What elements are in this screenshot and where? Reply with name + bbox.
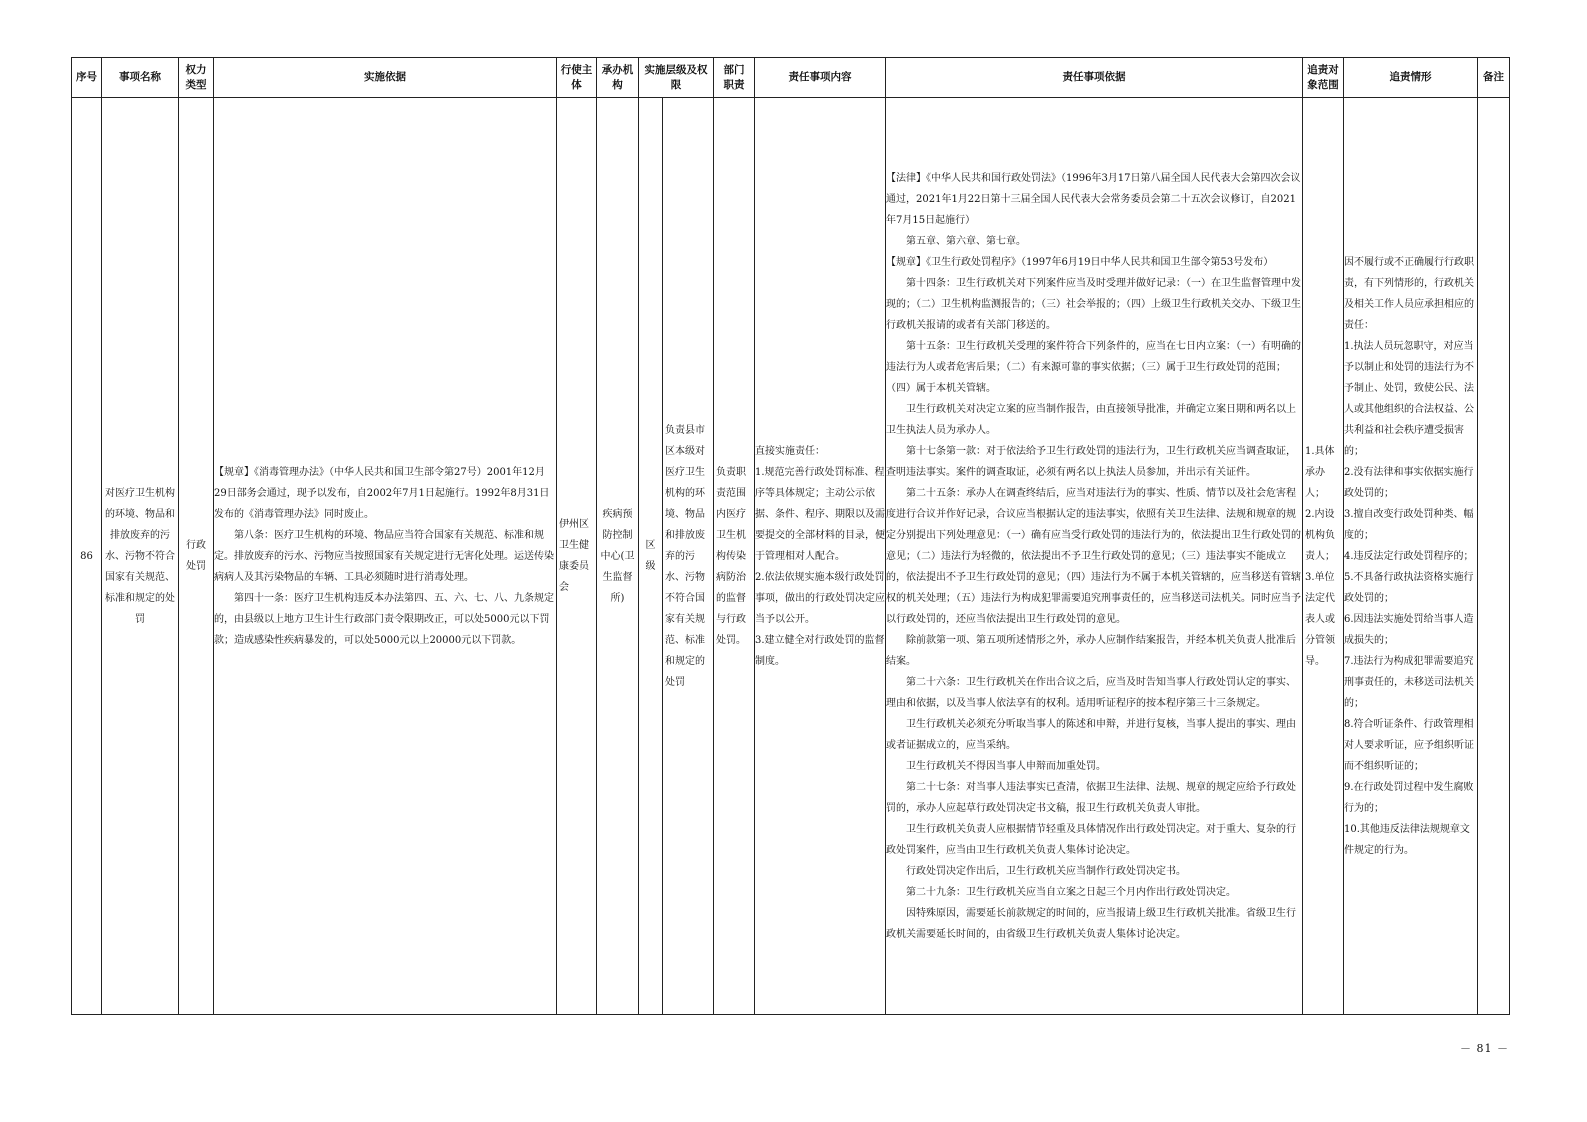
cell-resp-basis: [886, 98, 1303, 1015]
cell-subject: [557, 98, 597, 1015]
basis-paragraph: 【规章】《消毒管理办法》（中华人民共和国卫生部令第27号）2001年12月29日部务会通过，现予以发布，自2002年7月1日起施行。1992年8月31日发布的《消毒管理办法》同时废止。: [214, 466, 550, 520]
resp-basis-paragraphs: [886, 168, 1302, 945]
header-subject: 行使主 体: [557, 58, 597, 98]
resp-basis-paragraph: 第五章、第六章、第七章。: [906, 235, 1026, 247]
header-power-type: 权力 类型: [179, 58, 214, 98]
basis-paragraph: 第八条：医疗卫生机构的环境、物品应当符合国家有关规范、标准和规定。排放废弃的污水、污物应当按照国家有关规定进行无害化处理。运送传染病病人及其污染物品的车辆、工具必须随时进行消毒处理。: [214, 529, 554, 583]
cell-handler: [597, 98, 639, 1015]
header-resp-basis: 责任事项依据: [886, 58, 1303, 98]
cell-duty: [714, 98, 755, 1015]
table-row: [72, 98, 1510, 1015]
resp-basis-paragraph: 第二十五条：承办人在调查终结后，应当对违法行为的事实、性质、情节以及社会危害程度进行合议并作好记录，合议应当根据认定的违法事实，依照有关卫生法律、法规和规章的规定分别提出下列处理意见：（一）确有应当受行政处罚的违法行为的，依法提出卫生行政处罚的意见；（二）违法行为轻微的，依法提出不予卫生行政处罚的意见；（三）违法事实不能成立的，依法提出不予卫生行政处罚的意见；（四）违法行为不属于本机关管辖的，应当移送有管辖权的机关处理；（五）违法行为构成犯罪需要追究刑事责任的，应当移送司法机关。同时应当予以行政处罚的，还应当依法提出卫生行政处罚的意见。: [886, 487, 1301, 625]
header-handler: 承办机 构: [597, 58, 639, 98]
resp-basis-paragraph: 第二十六条：卫生行政机关在作出合议之后，应当及时告知当事人行政处罚认定的事实、理由和依据，以及当事人依法享有的权利。适用听证程序的按本程序第三十三条规定。: [886, 676, 1296, 709]
duty-text: 负责职责范围内医疗卫生机构传染病防治的监督与行政处罚。: [716, 466, 746, 646]
resp-basis-paragraph: 卫生行政机关对决定立案的应当制作报告，由直接领导批准，并确定立案日期和两名以上卫生执法人员为承办人。: [886, 403, 1296, 436]
cell-remark: [1478, 98, 1510, 1015]
resp-basis-paragraph: 卫生行政机关必须充分听取当事人的陈述和申辩，并进行复核，当事人提出的事实、理由或者证据成立的，应当采纳。: [886, 718, 1296, 751]
header-seq: 序号: [72, 58, 102, 98]
resp-basis-paragraph: 【规章】《卫生行政处罚程序》（1997年6月19日中华人民共和国卫生部令第53号发布）: [886, 256, 1274, 268]
resp-basis-paragraph: 第十五条：卫生行政机关受理的案件符合下列条件的，应当在七日内立案：（一）有明确的违法行为人或者危害后果；（二）有来源可靠的事实依据；（三）属于卫生行政处罚的范围；（四）属于本机关管辖。: [886, 340, 1301, 394]
cell-account-scope: [1303, 98, 1344, 1015]
cell-account-cases: 因不履行或不正确履行行政职责，有下列情形的，行政机关及相关工作人员应承担相应的责任： 1.执法人员玩忽职守，对应当予以制止和处罚的违法行为不予制止、处罚，致使公民、法人或其他组织的合法权益、公共利益和社会秩序遭受损害的； 2.没有法律和事实依据实施行政处罚的； 3.擅自改变行政处罚种类、幅度的； 4.违反法定行政处罚程序的； 5.不具备行政执法资格实施行政处罚的； 6.因违法实施处罚给当事人造成损失的； 7.违法行为构成犯罪需要追究刑事责任的，未移送司法机关的； 8.符合听证条件、行政管理相对人要求听证，应予组织听证而不组织听证的； 9.在行政处罚过程中发生腐败行为的； 10.其他违反法律法规规章文件规定的行为。: [1344, 98, 1478, 1015]
header-basis: 实施依据: [214, 58, 557, 98]
resp-basis-paragraph: 第二十七条：对当事人违法事实已查清，依据卫生法律、法规、规章的规定应给予行政处罚的，承办人应起草行政处罚决定书文稿，报卫生行政机关负责人审批。: [886, 781, 1296, 814]
cell-level-code: 区 级: [639, 98, 663, 1015]
resp-basis-paragraph: 行政处罚决定作出后，卫生行政机关应当制作行政处罚决定书。: [906, 865, 1186, 877]
header-account-scope: 追责对 象范围: [1303, 58, 1344, 98]
cell-resp-content: 直接实施责任： 1.规范完善行政处罚标准、程序等具体规定；主动公示依据、条件、程序、期限以及需要提交的全部材料的目录，便于管理相对人配合。 2.依法依规实施本级行政处罚事项，做出的行政处罚决定应当予以公开。 3.建立健全对行政处罚的监督制度。: [755, 98, 886, 1015]
handler-text: 疾病预防控制中心(卫生监督所): [600, 508, 635, 604]
cell-power-type: 行政 处罚: [179, 98, 214, 1015]
header-remark: 备注: [1478, 58, 1510, 98]
resp-basis-paragraph: 第二十九条：卫生行政机关应当自立案之日起三个月内作出行政处罚决定。: [906, 886, 1236, 898]
header-resp-content: 责任事项内容: [755, 58, 886, 98]
page-number: － 81 －: [1460, 1042, 1509, 1055]
header-item-name: 事项名称: [102, 58, 179, 98]
basis-paragraphs: [214, 462, 556, 651]
resp-basis-paragraph: 除前款第一项、第五项所述情形之外，承办人应制作结案报告，并经本机关负责人批准后结案。: [886, 634, 1296, 667]
header-account-cases: 追责情形: [1344, 58, 1478, 98]
header-row: [72, 58, 1510, 98]
resp-basis-paragraph: 卫生行政机关负责人应根据情节轻重及具体情况作出行政处罚决定。对于重大、复杂的行政处罚案件，应当由卫生行政机关负责人集体讨论决定。: [886, 823, 1296, 856]
cell-basis: [214, 98, 557, 1015]
cell-item-name: 对医疗卫生机构的环境、物品和排放废弃的污水、污物不符合国家有关规范、标准和规定的处罚: [102, 98, 179, 1015]
resp-basis-paragraph: 因特殊原因，需要延长前款规定的时间的，应当报请上级卫生行政机关批准。省级卫生行政机关需要延长时间的，由省级卫生行政机关负责人集体讨论决定。: [886, 907, 1296, 940]
resp-basis-paragraph: 第十七条第一款：对于依法给予卫生行政处罚的违法行为，卫生行政机关应当调查取证，查明违法事实。案件的调查取证，必须有两名以上执法人员参加，并出示有关证件。: [886, 445, 1296, 478]
subject-text: 伊州区卫生健康委员会: [559, 519, 589, 593]
cell-level-desc: [663, 98, 714, 1015]
basis-paragraph: 第四十一条：医疗卫生机构违反本办法第四、五、六、七、八、九条规定的，由县级以上地方卫生计生行政部门责令限期改正，可以处5000元以下罚款；造成感染性疾病暴发的，可以处5000元以上20000元以下罚款。: [214, 592, 554, 646]
header-level: 实施层级及权 限: [639, 58, 714, 98]
resp-basis-paragraph: 第十四条：卫生行政机关对下列案件应当及时受理并做好记录：（一）在卫生监督管理中发现的；（二）卫生机构监测报告的；（三）社会举报的；（四）上级卫生行政机关交办、下级卫生行政机关报请的或者有关部门移送的。: [886, 277, 1301, 331]
account-scope-text: 1.具体承办人； 2.内设机构负责人； 3.单位法定代表人或分管领导。: [1305, 445, 1335, 667]
resp-basis-paragraph: 【法律】《中华人民共和国行政处罚法》（1996年3月17日第八届全国人民代表大会第四次会议通过，2021年1月22日第十三届全国人民代表大会常务委员会第二十五次会议修订，自2021年7月15日起施行）: [886, 172, 1301, 226]
level-desc-text: 负责县市区本级对医疗卫生机构的环境、物品和排放废弃的污水、污物不符合国家有关规范、标准和规定的处罚: [665, 424, 705, 688]
cell-seq: 86: [72, 98, 102, 1015]
power-list-table: [71, 57, 1510, 1015]
resp-basis-paragraph: 卫生行政机关不得因当事人申辩而加重处罚。: [906, 760, 1106, 772]
header-duty: 部门 职责: [714, 58, 755, 98]
